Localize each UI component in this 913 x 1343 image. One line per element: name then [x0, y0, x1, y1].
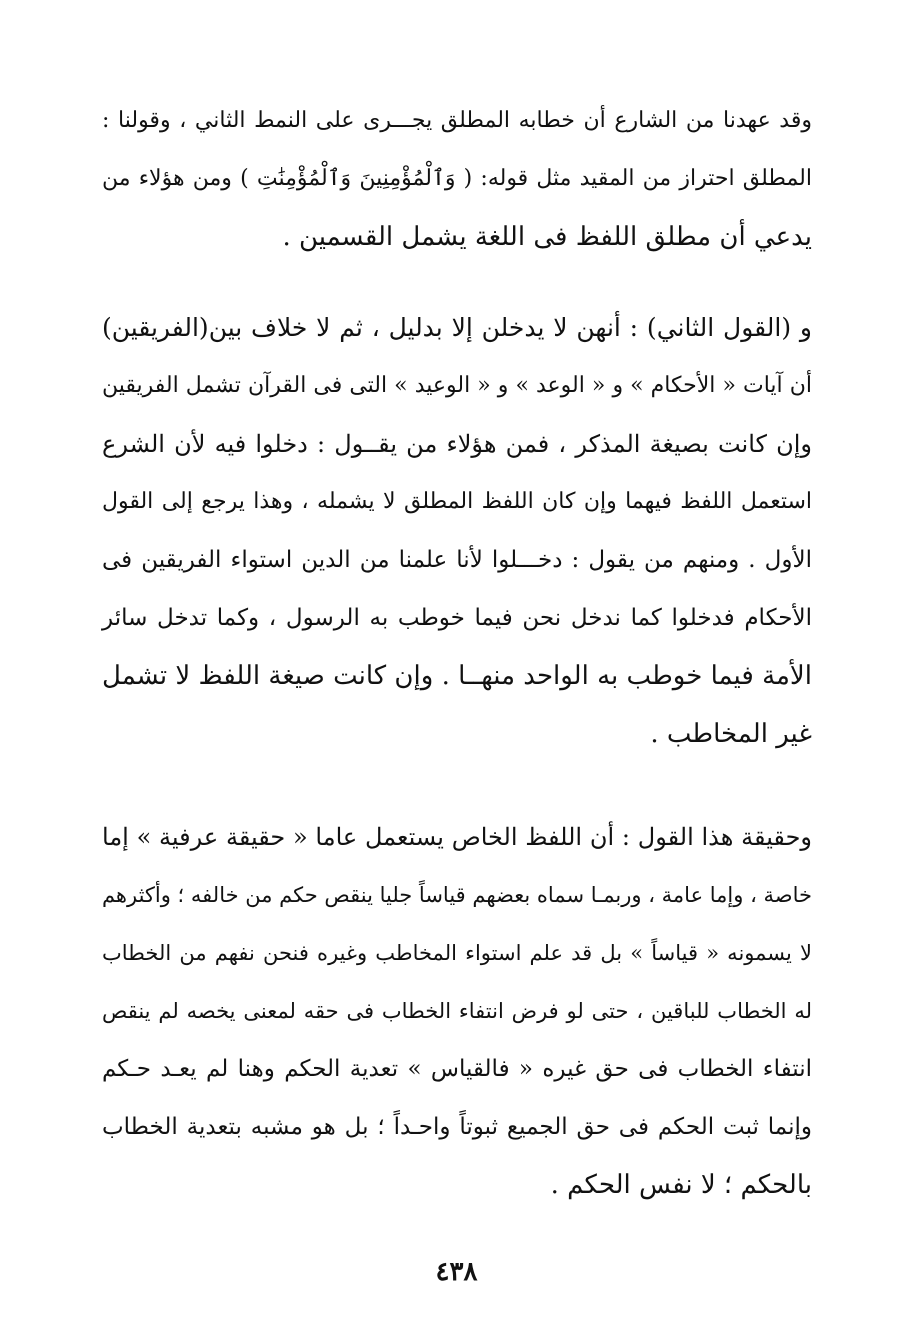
- text-line: وإنما ثبت الحكم فى حق الجميع ثبوتاً واحـداً ؛ بل هو مشبه بتعدية الخطاب: [102, 1114, 812, 1140]
- text-line: وقد عهدنا من الشارع أن خطابه المطلق يجـــرى على النمط الثاني ، وقولنا :: [102, 108, 812, 133]
- text-line: وإن كانت بصيغة المذكر ، فمن هؤلاء من يقــول : دخلوا فيه لأن الشرع: [102, 430, 812, 458]
- text-line: الأمة فيما خوطب به الواحد منهــا . وإن كانت صيغة اللفظ لا تشمل: [102, 661, 812, 691]
- text-line: الأول . ومنهم من يقول : دخـــلوا لأنا علمنا من الدين استواء الفريقين فى: [102, 547, 812, 573]
- paragraph-3: [102, 808, 812, 1214]
- page-number: ٤٣٨: [435, 1257, 478, 1287]
- text-line: الأحكام فدخلوا كما ندخل نحن فيما خوطب به الرسول ، وكما تدخل سائر: [102, 605, 812, 631]
- text-line: يدعي أن مطلق اللفظ فى اللغة يشمل القسمين .: [282, 222, 812, 252]
- text-line: بالحكم ؛ لا نفس الحكم .: [550, 1170, 812, 1200]
- text-line: استعمل اللفظ فيهما وإن كان اللفظ المطلق لا يشمله ، وهذا يرجع إلى القول: [102, 489, 812, 514]
- paragraph-1: [102, 92, 812, 266]
- text-line: غير المخاطب .: [650, 719, 812, 749]
- paragraph-2: [102, 299, 812, 763]
- text-line: خاصة ، وإما عامة ، وربمـا سماه بعضهم قياساً جليا ينقص حكم من خالفه ؛ وأكثرهم: [101, 883, 812, 907]
- text-line: وحقيقة هذا القول : أن اللفظ الخاص يستعمل عاما « حقيقة عرفية » إما: [102, 823, 812, 851]
- text-line: لا يسمونه « قياساً » بل قد علم استواء المخاطب وغيره فنحن نفهم من الخطاب: [102, 941, 812, 965]
- text-line: و (القول الثاني) : أنهن لا يدخلن إلا بدليل ، ثم لا خلاف بين(الفريقين): [102, 313, 812, 342]
- text-line: له الخطاب للباقين ، حتى لو فرض انتفاء الخطاب فى حقه لمعنى يخصه لم ينقص: [102, 999, 812, 1023]
- text-line: أن آيات « الأحكام » و « الوعد » و « الوعيد » التى فى القرآن تشمل الفريقين: [102, 373, 812, 398]
- text-line: المطلق احتراز من المقيد مثل قوله: ( وَٱلْمُؤْمِنِينَ وَٱلْمُؤْمِنَٰتِ ) ومن هؤلاء من: [102, 166, 812, 191]
- text-line: انتفاء الخطاب فى حق غيره « فالقياس » تعدية الحكم وهنا لم يعـد حـكم: [102, 1056, 812, 1082]
